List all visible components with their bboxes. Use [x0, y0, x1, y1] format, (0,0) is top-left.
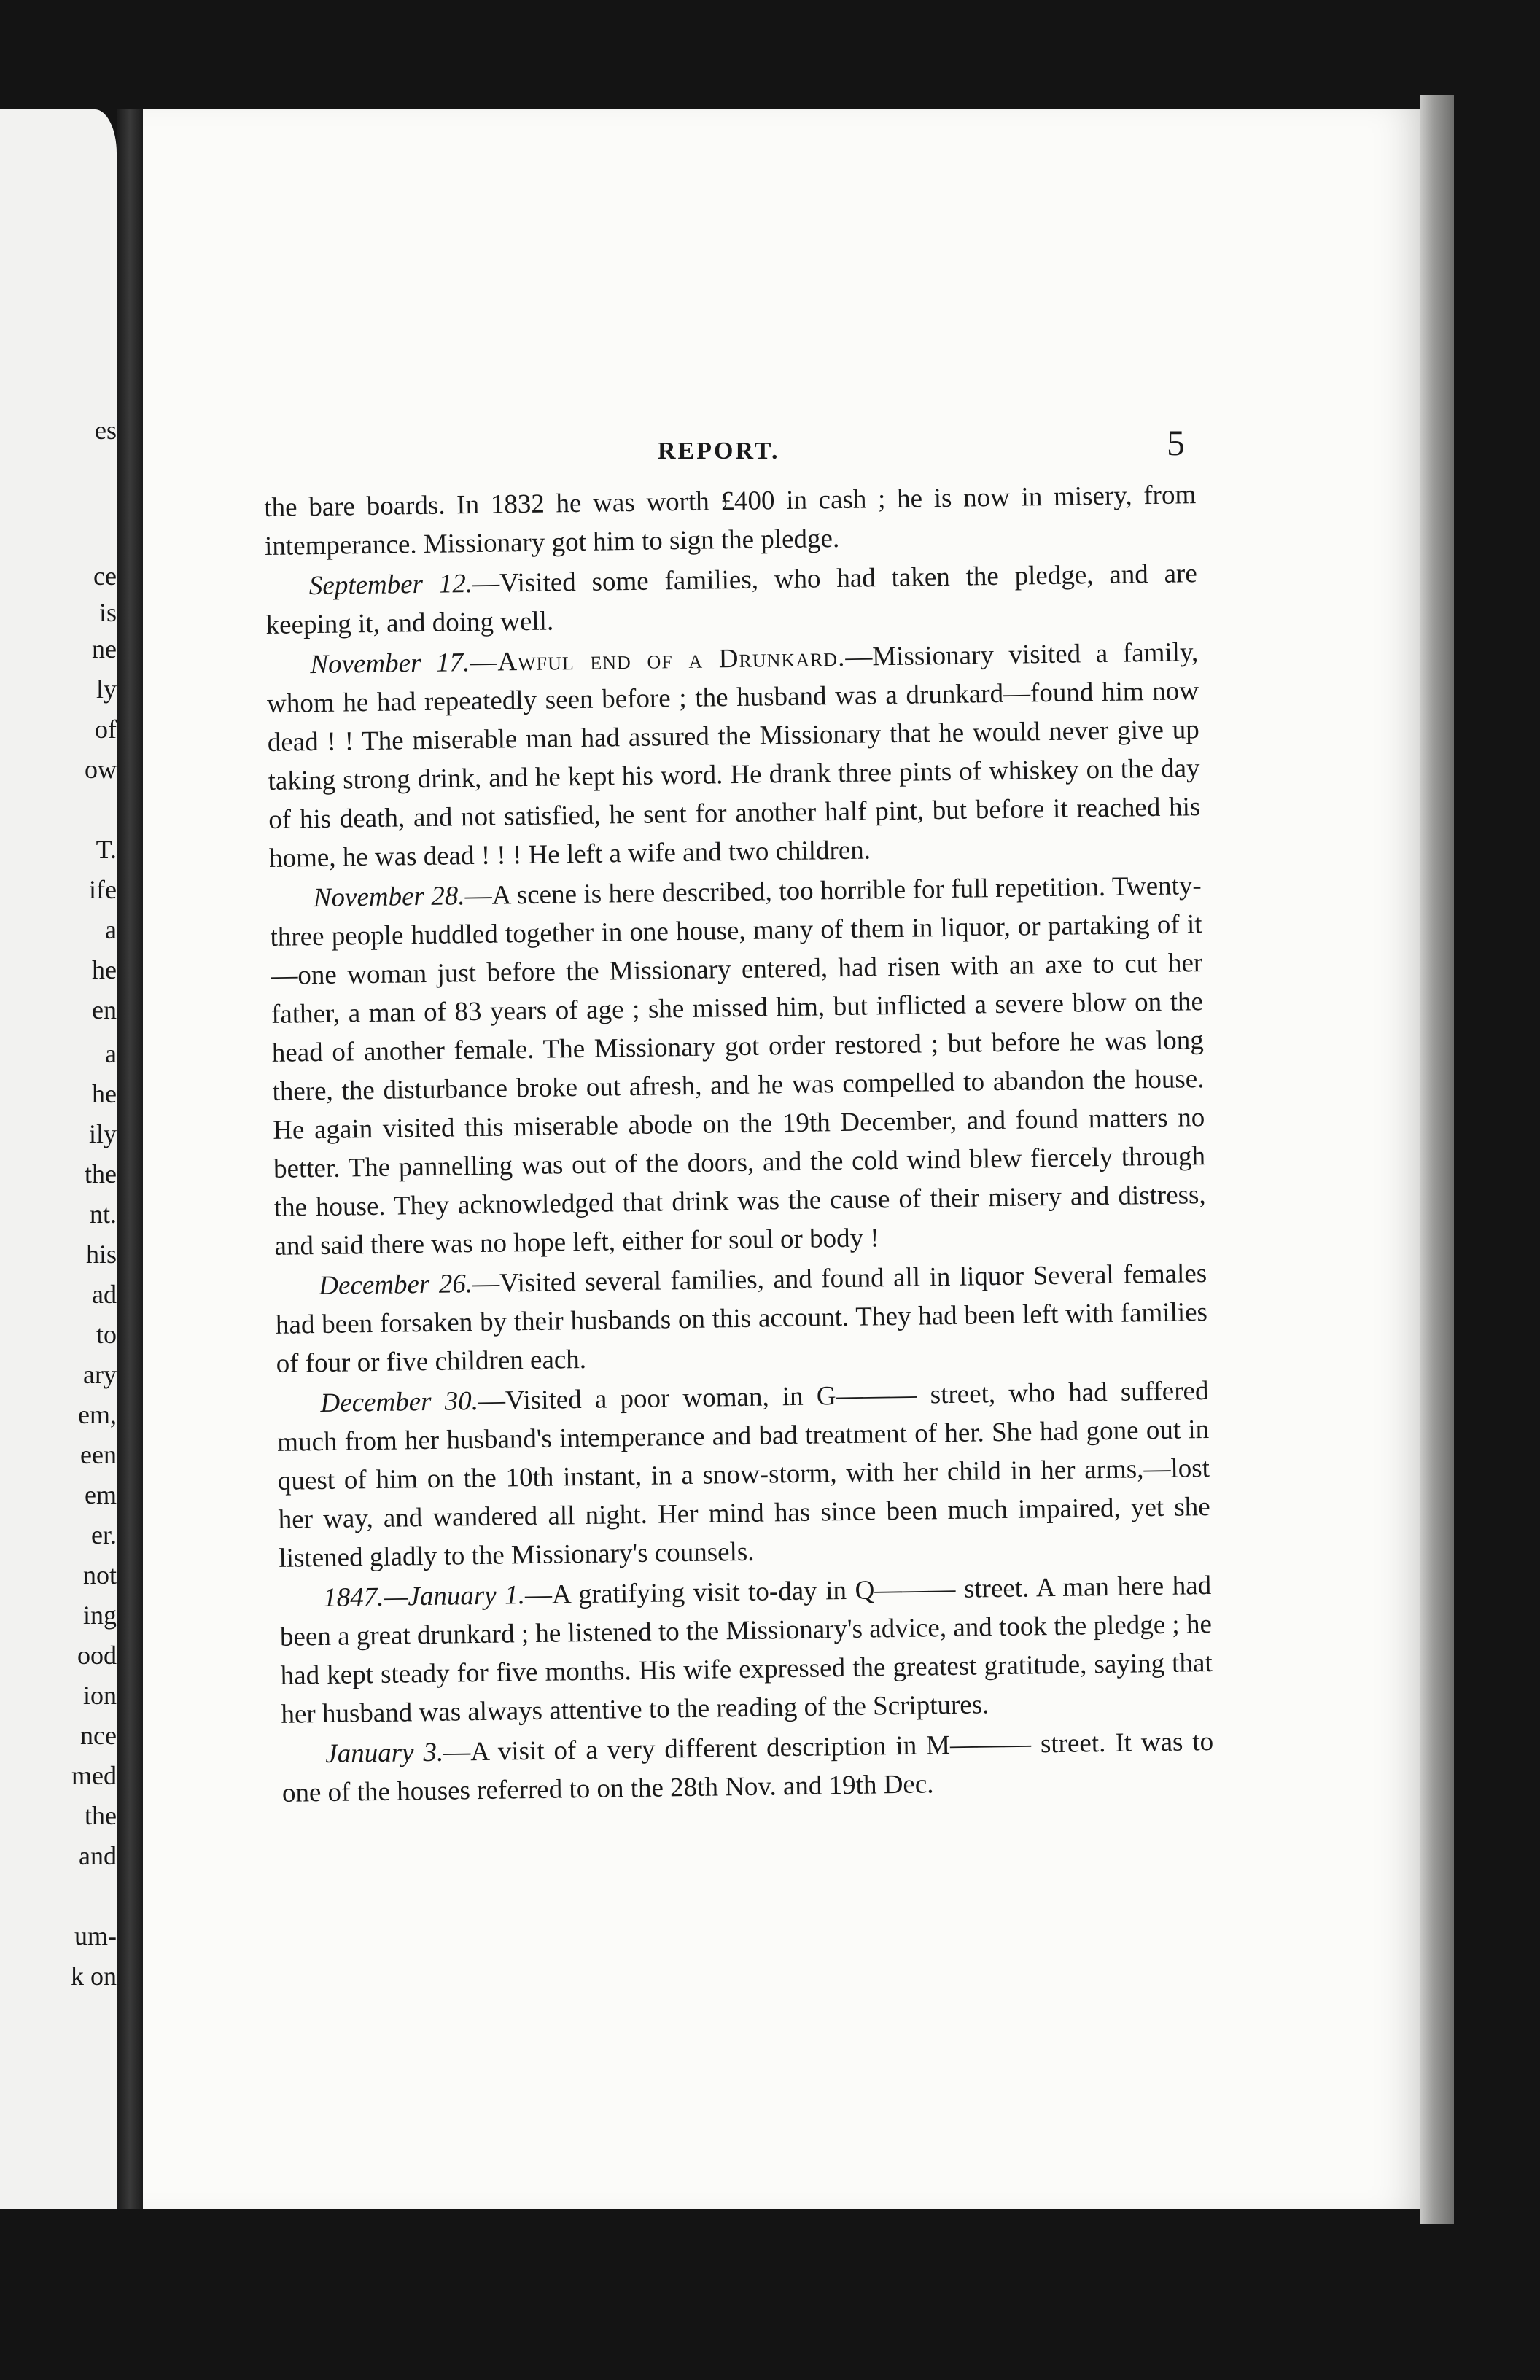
section-heading: —Awful end of a Drunkard. [470, 642, 846, 678]
left-page-fragment-text: ly [96, 674, 117, 704]
left-page-fragment-text: ce [93, 561, 117, 591]
book-gutter [117, 109, 143, 2209]
running-title: REPORT. [658, 438, 780, 464]
left-page-fragment-text: T. [96, 835, 117, 864]
date-lead: November 28. [313, 881, 465, 914]
left-page-fragment-text: and [79, 1841, 117, 1870]
left-page-fragment-text: ing [82, 1601, 117, 1630]
left-page-fragment-text: ife [89, 875, 117, 904]
date-lead: 1847.—January 1. [322, 1580, 526, 1614]
paragraph: December 30.—Visited a poor woman, in G——— street, who had suffered much from her husband's intemperance and bad treatment of her. She had gone out in quest of him on the 10th instant, in a snow-storm, with her child in her arms,—lost her way, and wandered all night. Her mind has since been much impaired, yet she listened gladly to the Missionary's counsels. [276, 1376, 1210, 1574]
left-page-fragment-text: ion [82, 1681, 117, 1710]
page-edge [1420, 95, 1454, 2224]
left-page-fragment-text: of [95, 715, 117, 744]
paragraph: November 28.—A scene is here described, too horrible for full repetition. Twenty-three people huddled together in one house, many of them in liquor, or partaking of it—one woman just before the Missionary entered, had risen with an axe to cut her father, a man of 83 years of age ; she missed him, but inflicted a severe blow on the head of another female. The Missionary got order restored ; but before he was long there, the disturbance broke out afresh, and he was compelled to abandon the house. He again visited this miserable abode on the 19th December, and found matters no better. The pannelling was out of the doors, and the cold wind blew fiercely through the house. They acknowledged that drink was the cause of their misery and distress, and said there was no hope left, either for soul or body ! [270, 871, 1206, 1261]
left-page-fragment-text: ow [85, 755, 117, 784]
body-text [264, 475, 1214, 1814]
paragraph: September 12.—Visited some families, who had taken the pledge, and are keeping it, and doing well. [265, 559, 1198, 640]
left-page-fragment-text: a [105, 1039, 117, 1068]
left-page-fragment-text: een [80, 1440, 117, 1469]
page-header [143, 422, 1420, 478]
date-lead: December 30. [320, 1386, 479, 1419]
date-lead: September 12. [308, 569, 473, 602]
paragraph: the bare boards. In 1832 he was worth £400 in cash ; he is now in misery, from intemperance. Missionary got him to sign the pledge. [264, 480, 1197, 561]
left-page-fragment-text: es [95, 416, 117, 445]
paragraph: December 26.—Visited several families, and found all in liquor Several females had been forsaken by their husbands on this account. They had been left with families of four or five children each. [275, 1259, 1208, 1379]
paragraph: January 3.—A visit of a very different description in M——— street. It was to one of the houses referred to on the 28th Nov. and 19th Dec. [281, 1726, 1214, 1808]
date-lead: January 3. [324, 1737, 444, 1769]
left-page-fragment-text: er. [91, 1520, 117, 1549]
left-page-fragment-text: ily [88, 1119, 117, 1148]
left-page-fragment-text: not [82, 1560, 117, 1590]
left-page-fragment-text: ary [83, 1360, 117, 1389]
left-page-fragment-text: he [92, 1079, 117, 1108]
left-page-fragment-text: his [85, 1240, 117, 1269]
left-page-fragment-text: en [92, 995, 117, 1024]
left-page-fragment-text: um- [74, 1921, 117, 1951]
left-page-fragment-text: ne [92, 634, 117, 664]
left-page-fragment-text: to [96, 1320, 117, 1349]
left-page-fragment-text: em [85, 1480, 117, 1509]
page [143, 109, 1420, 2209]
left-page-fragment-text: the [85, 1159, 117, 1189]
left-page-fragment-text: nce [80, 1721, 117, 1750]
left-page-fragment-text: ad [92, 1280, 117, 1309]
left-page-fragment-text: nt. [89, 1199, 117, 1229]
left-page-fragment-text: he [92, 955, 117, 984]
left-page-fragment-text: em, [78, 1400, 117, 1429]
date-lead: December 26. [318, 1269, 473, 1302]
date-lead: November 17. [310, 648, 470, 680]
paragraph: 1847.—January 1.—A gratifying visit to-day in Q——— street. A man here had been a great drunkard ; he listened to the Missionary's advice, and took the pledge ; he had kept steady for five months. His wife expressed the greatest gratitude, saying that her husband was always attentive to the reading of the Scriptures. [279, 1571, 1213, 1730]
left-page-fragment-text: a [105, 915, 117, 944]
page-number: 5 [1167, 422, 1185, 463]
paragraph: November 17.—Awful end of a Drunkard.—Missionary visited a family, whom he had repeatedly seen before ; the husband was a drunkard—found him now dead ! ! The miserable man had assured the Missionary that he would never give up taking strong drink, and he kept his word. He drank three pints of whiskey on the day of his death, and not satisfied, he sent for another half pint, but before it reached his home, he was dead ! ! ! He left a wife and two children. [266, 637, 1201, 874]
left-page-fragment-text: is [98, 598, 117, 627]
left-page-fragment-text: med [71, 1761, 117, 1790]
left-page-fragment-text: the [85, 1801, 117, 1830]
left-page-fragment-text: ood [77, 1641, 117, 1670]
left-page-fragment-text: k on [71, 1961, 117, 1991]
